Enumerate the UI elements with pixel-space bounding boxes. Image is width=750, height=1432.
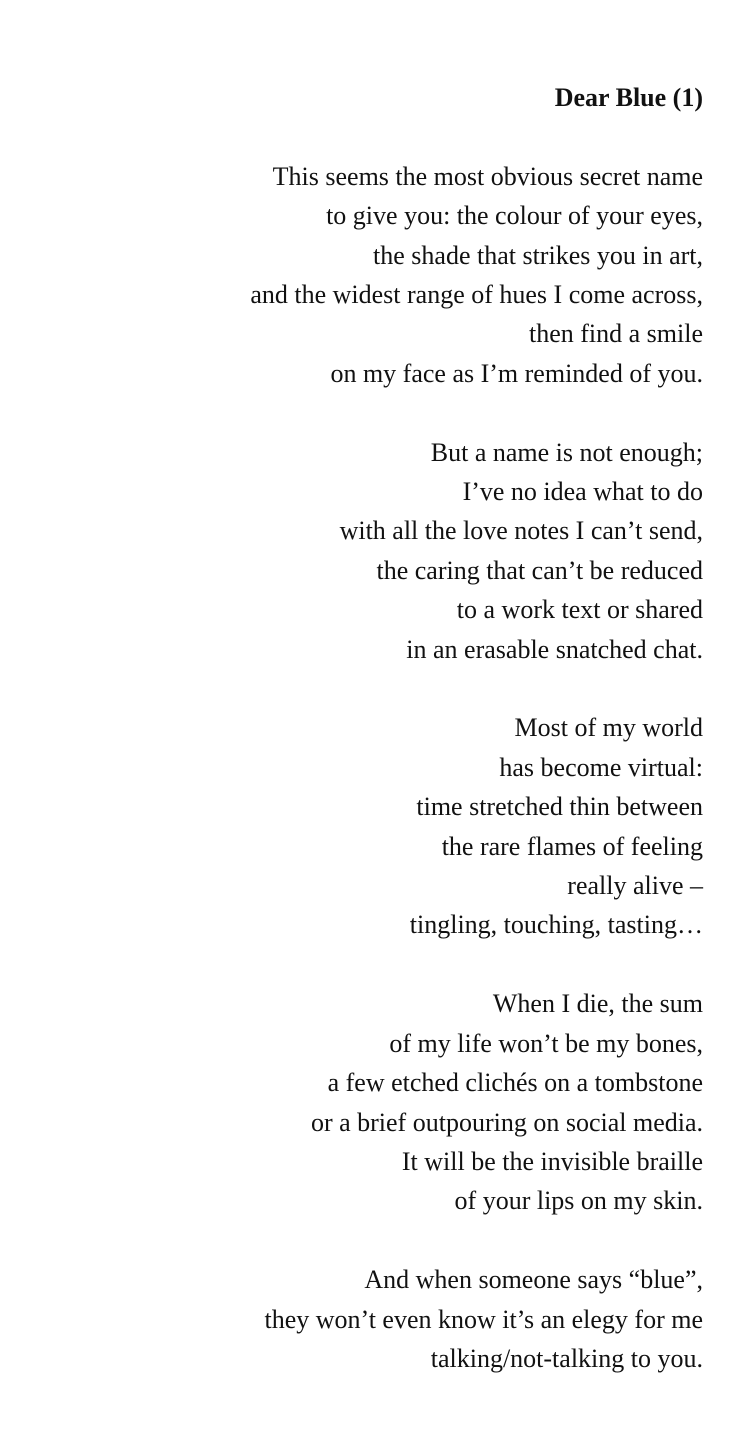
poem-line: But a name is not enough;	[430, 437, 703, 467]
poem-line: and the widest range of hues I come across,	[250, 280, 703, 310]
poem-line: then find a smile	[528, 319, 703, 349]
poem-line: really alive –	[567, 871, 703, 901]
poem-line: the shade that strikes you in art,	[373, 240, 703, 270]
poem-line: talking/not-talking to you.	[430, 1343, 703, 1373]
poem-line: When I die, the sum	[492, 989, 703, 1019]
poem	[40, 78, 703, 1418]
stanza-3	[40, 708, 703, 944]
poem-line: It will be the invisible braille	[401, 1146, 703, 1176]
poem-line: time stretched thin between	[416, 792, 703, 822]
poem-line: the rare flames of feeling	[441, 831, 703, 861]
stanza-1	[40, 157, 703, 393]
poem-line: tingling, touching, tasting…	[409, 910, 703, 940]
poem-line: of my life won’t be my bones,	[389, 1028, 703, 1058]
poem-line: or a brief outpouring on social media.	[310, 1107, 703, 1137]
stanza-2	[40, 433, 703, 669]
stanza-4	[40, 984, 703, 1220]
poem-line: I’ve no idea what to do	[462, 477, 703, 507]
poem-line: to give you: the colour of your eyes,	[326, 201, 703, 231]
stanza-5	[40, 1260, 703, 1378]
poem-line: to a work text or shared	[456, 595, 703, 625]
poem-line: Most of my world	[514, 713, 703, 743]
poem-line: has become virtual:	[499, 752, 703, 782]
poem-line: This seems the most obvious secret name	[272, 161, 703, 191]
poem-line: on my face as I’m reminded of you.	[330, 358, 703, 388]
poem-line: And when someone says “blue”,	[364, 1265, 703, 1295]
poem-line: with all the love notes I can’t send,	[339, 516, 703, 546]
poem-line: they won’t even know it’s an elegy for me	[264, 1304, 703, 1334]
poem-line: of your lips on my skin.	[454, 1186, 703, 1216]
poem-line: a few etched clichés on a tombstone	[327, 1068, 703, 1098]
poem-title: Dear Blue (1)	[554, 83, 703, 112]
poem-line: in an erasable snatched chat.	[406, 634, 703, 664]
poem-line: the caring that can’t be reduced	[376, 555, 703, 585]
